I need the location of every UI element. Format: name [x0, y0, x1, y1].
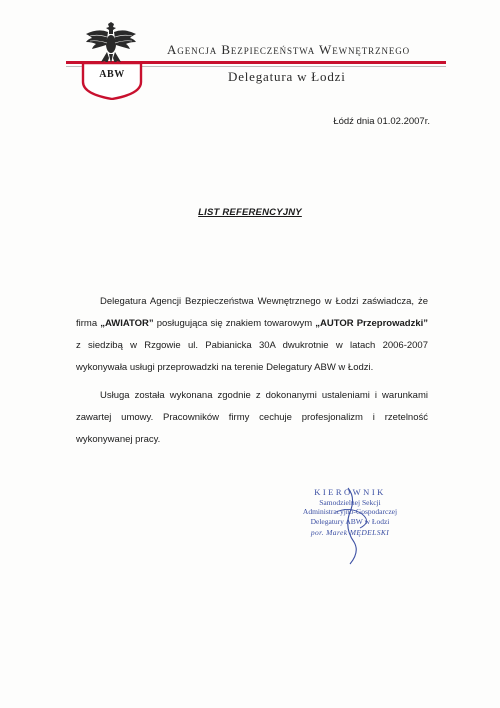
p1-text-c: z siedzibą w Rzgowie ul. Pabianicka 30A dwukrotnie w latach 2006-2007 wykonywała usługi przeprowadzki na terenie Delegatury ABW w Łodzi. [76, 340, 428, 373]
company-name: „AWIATOR” [100, 318, 154, 329]
trademark-name: „AUTOR Przeprowadzki” [315, 318, 428, 329]
stamp-line-1: Samodzielnej Sekcji [319, 497, 381, 507]
letter-body [76, 291, 428, 451]
body-paragraph-2: Usługa została wykonana zgodnie z dokonanymi ustaleniami i warunkami zawartej umowy. Pracowników firmy cechuje profesjonalizm i rzetelność wykonywanej pracy. [76, 390, 428, 445]
stamp-line-2: Administracyjno-Gospodarczej [302, 507, 398, 516]
p1-text-a: Delegatura Agencji Bezpieczeństwa Wewnętrznego w Łodzi zaświadcza, że firma [76, 296, 428, 329]
letter-date: Łódź dnia 01.02.2007r. [333, 116, 430, 127]
eagle-emblem-icon [82, 18, 140, 66]
official-stamp [270, 488, 430, 538]
stamp-title: KIEROWNIK [314, 487, 386, 497]
stamp-line-3: Delegatury ABW w Łodzi [310, 516, 390, 526]
abw-shield-icon [80, 62, 144, 100]
stamp-signature: por. Marek MĘDELSKI [310, 528, 390, 537]
body-paragraph-1 [76, 291, 428, 379]
agency-name: Agencja Bezpieczeństwa Wewnętrznego [167, 42, 411, 57]
abw-logo-text: ABW [99, 69, 125, 80]
delegation-name: Delegatura w Łodzi [228, 69, 346, 84]
letter-title: LIST REFERENCYJNY [198, 207, 302, 218]
p1-text-b: posługująca się znakiem towarowym [153, 318, 316, 329]
